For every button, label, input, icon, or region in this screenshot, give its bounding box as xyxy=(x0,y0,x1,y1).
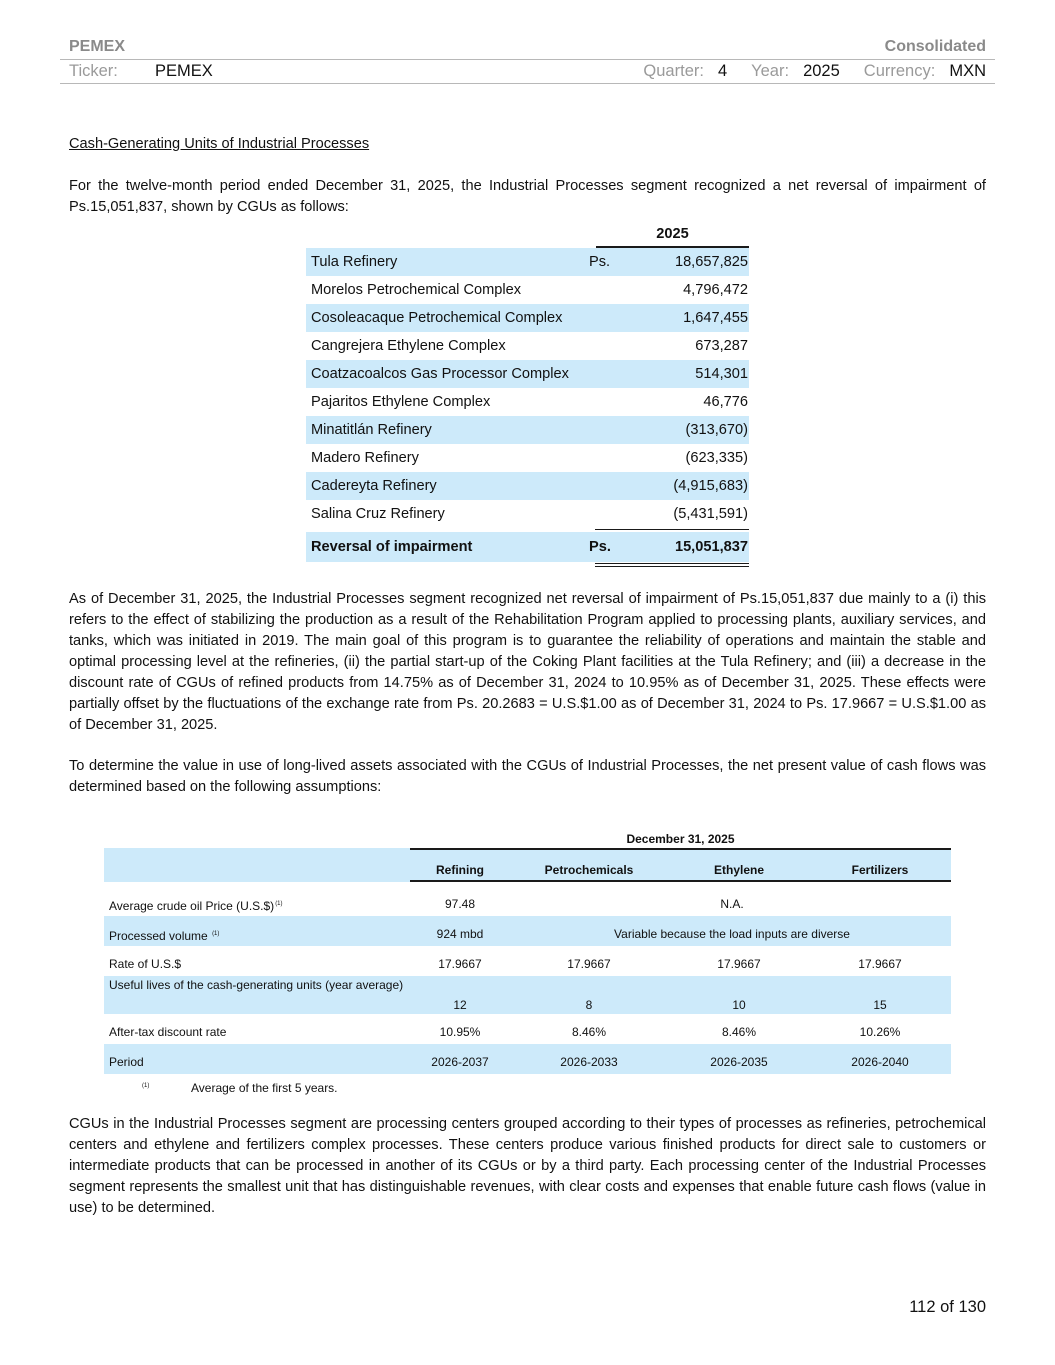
currency-symbol xyxy=(589,388,639,416)
currency-symbol xyxy=(589,472,639,500)
amount: 514,301 xyxy=(695,366,748,382)
footnote-ref: (1) xyxy=(275,901,283,907)
cell-petrochemicals: 2026-2033 xyxy=(560,1055,618,1069)
currency-symbol xyxy=(589,444,639,472)
cell-refining: 12 xyxy=(453,998,467,1012)
table-row xyxy=(306,248,749,276)
column-header-row xyxy=(104,848,951,882)
table-row xyxy=(306,472,749,500)
cgu-name: Madero Refinery xyxy=(311,450,419,466)
footnote-text: Average of the first 5 years. xyxy=(191,1081,338,1095)
table-row xyxy=(104,1014,951,1044)
cell-refining: 97.48 xyxy=(444,897,476,911)
cell-fertilizers: 17.9667 xyxy=(858,957,902,971)
cell-ethylene: 8.46% xyxy=(721,1025,757,1039)
currency-symbol xyxy=(589,276,639,304)
cgu-name: Morelos Petrochemical Complex xyxy=(311,282,522,298)
company-name: PEMEX xyxy=(69,38,126,55)
intro-paragraph: For the twelve-month period ended December 31, 2025, the Industrial Processes segment recognized a net reversal of impairment of Ps.15,051,837, shown by CGUs as follows: xyxy=(69,178,986,215)
currency-symbol xyxy=(589,416,639,444)
amount: (5,431,591) xyxy=(673,506,748,522)
cell-span: N.A. xyxy=(720,897,744,911)
impairment-table-header xyxy=(306,222,749,246)
amount: 46,776 xyxy=(703,394,748,410)
total-amount: 15,051,837 xyxy=(674,539,748,555)
header-title-row xyxy=(60,36,995,60)
cgu-name: Cangrejera Ethylene Complex xyxy=(311,338,506,354)
table-row xyxy=(104,946,951,976)
cgu-name: Pajaritos Ethylene Complex xyxy=(311,394,491,410)
table-row xyxy=(306,304,749,332)
cgu-name: Coatzacoalcos Gas Processor Complex xyxy=(311,366,569,382)
footnote-mark: (1) xyxy=(142,1083,150,1089)
currency-symbol xyxy=(589,500,639,528)
amount: (313,670) xyxy=(685,422,748,438)
cell-span: Variable because the load inputs are diverse xyxy=(614,927,850,941)
total-row xyxy=(306,532,749,562)
cell-fertilizers: 10.26% xyxy=(859,1025,901,1039)
cell-ethylene: 2026-2035 xyxy=(710,1055,768,1069)
table-row xyxy=(306,332,749,360)
row-label: Rate of U.S.$ xyxy=(109,957,182,971)
footnote-ref: (1) xyxy=(212,931,220,937)
currency-symbol xyxy=(589,332,639,360)
amount: (4,915,683) xyxy=(673,478,748,494)
currency-symbol: Ps. xyxy=(589,539,611,555)
quarter-value: 4 xyxy=(717,62,728,80)
quarter-label: Quarter: xyxy=(643,62,704,80)
header-meta-row xyxy=(60,60,995,84)
table-row xyxy=(104,916,951,946)
amount: (623,335) xyxy=(685,450,748,466)
cgu-name: Salina Cruz Refinery xyxy=(311,506,445,522)
cell-refining: 924 mbd xyxy=(436,927,484,941)
column-header-ethylene: Ethylene xyxy=(713,863,764,877)
cell-ethylene: 17.9667 xyxy=(717,957,761,971)
currency-symbol xyxy=(589,360,639,388)
explanation-paragraph: As of December 31, 2025, the Industrial Processes segment recognized net reversal of impairment of Ps.15,051,837 due mainly to a (i) this refers to the effect of stabilizing the production as a result of the Rehabilitation Program applied to processing plants, auxiliary services, and tanks, which was initiated in 2019. The main goal of this program is to guarantee the reliability of operations and maintain the stable and optimal processing level at the refineries, (ii) the partial start-up of the Coking Plant facilities at the Tula Refinery; and (iii) a decrease in the discount rate of CGUs of refined products from 14.75% as of December 31, 2024 to 10.95% as of December 31, 2025. These effects were partially offset by the fluctuations of the exchange rate from Ps. 20.2683 = U.S.$1.00 as of December 31, 2024 to Ps. 17.9667 = U.S.$1.00 as of December 31, 2025. xyxy=(69,591,986,733)
amount: 4,796,472 xyxy=(683,282,748,298)
row-label: Period xyxy=(109,1055,144,1069)
page-number: 112 of 130 xyxy=(909,1298,986,1316)
table-row xyxy=(306,416,749,444)
date-header: December 31, 2025 xyxy=(626,832,735,846)
row-label: Processed volume $^{(1)}$ xyxy=(109,929,220,943)
table-footnote xyxy=(142,1076,338,1099)
report-type: Consolidated xyxy=(884,38,986,55)
currency-value: MXN xyxy=(949,62,986,80)
cgu-name: Cadereyta Refinery xyxy=(311,478,437,494)
cell-petrochemicals: 8.46% xyxy=(571,1025,607,1039)
table-row xyxy=(306,444,749,472)
amount: 673,287 xyxy=(695,338,748,354)
cell-refining: 10.95% xyxy=(439,1025,481,1039)
header-bottom-rule xyxy=(410,880,951,882)
column-header-refining: Refining xyxy=(436,863,484,877)
row-label: Average crude oil Price (U.S.$)$^{(1)}$ xyxy=(109,899,283,913)
amount: 1,647,455 xyxy=(683,310,748,326)
ticker-label: Ticker: xyxy=(69,62,118,80)
cgu-name: Cosoleacaque Petrochemical Complex xyxy=(311,310,563,326)
cell-refining: 2026-2037 xyxy=(431,1055,489,1069)
year-label: Year: xyxy=(751,62,790,80)
ticker-value: PEMEX xyxy=(155,62,213,80)
cell-fertilizers: 2026-2040 xyxy=(851,1055,909,1069)
year-column-header: 2025 xyxy=(596,224,749,248)
subtotal-rule xyxy=(595,529,749,530)
table-row xyxy=(104,976,951,1014)
column-header-petrochemicals: Petrochemicals xyxy=(544,863,634,877)
impairment-table xyxy=(306,222,749,562)
cgu-description-paragraph: CGUs in the Industrial Processes segment are processing centers grouped according to their types of processes as refineries, petrochemical centers and ethylene and fertilizers complex processes. These centers produce various finished products for direct sale to customers or intermediate products that can be processed in another of its CGUs or by a third party. Each processing center of the Industrial Processes segment represents the smallest unit that has distinguishable revenues, with clear costs and expenses that enable future cash flows (value in use) to be determined. xyxy=(69,1116,986,1216)
cell-petrochemicals: 17.9667 xyxy=(567,957,611,971)
table-row xyxy=(306,500,749,528)
section-title: Cash-Generating Units of Industrial Processes xyxy=(69,136,370,152)
row-label: After-tax discount rate xyxy=(109,1025,227,1039)
currency-symbol: Ps. xyxy=(589,254,611,270)
table-row xyxy=(104,1044,951,1074)
currency-label: Currency: xyxy=(863,62,936,80)
currency-symbol xyxy=(589,304,639,332)
column-header-fertilizers: Fertilizers xyxy=(851,863,909,877)
table-row xyxy=(306,276,749,304)
amount: 18,657,825 xyxy=(674,254,748,270)
total-label: Reversal of impairment xyxy=(311,539,473,555)
table-row xyxy=(306,388,749,416)
cell-fertilizers: 15 xyxy=(873,998,887,1012)
cgu-name: Minatitlán Refinery xyxy=(311,422,432,438)
cell-refining: 17.9667 xyxy=(438,957,482,971)
cell-petrochemicals: 8 xyxy=(585,998,593,1012)
cgu-name: Tula Refinery xyxy=(311,254,398,270)
table-row xyxy=(306,360,749,388)
cell-ethylene: 10 xyxy=(732,998,746,1012)
report-header xyxy=(60,36,995,84)
value-in-use-paragraph: To determine the value in use of long-lived assets associated with the CGUs of Industrial Processes, the net present value of cash flows was determined based on the following assumptions: xyxy=(69,758,986,795)
table-row xyxy=(104,886,951,916)
header-top-rule xyxy=(410,848,951,850)
row-label: Useful lives of the cash-generating units (year average) xyxy=(109,978,404,992)
year-value: 2025 xyxy=(803,62,840,80)
double-underline xyxy=(595,563,749,567)
